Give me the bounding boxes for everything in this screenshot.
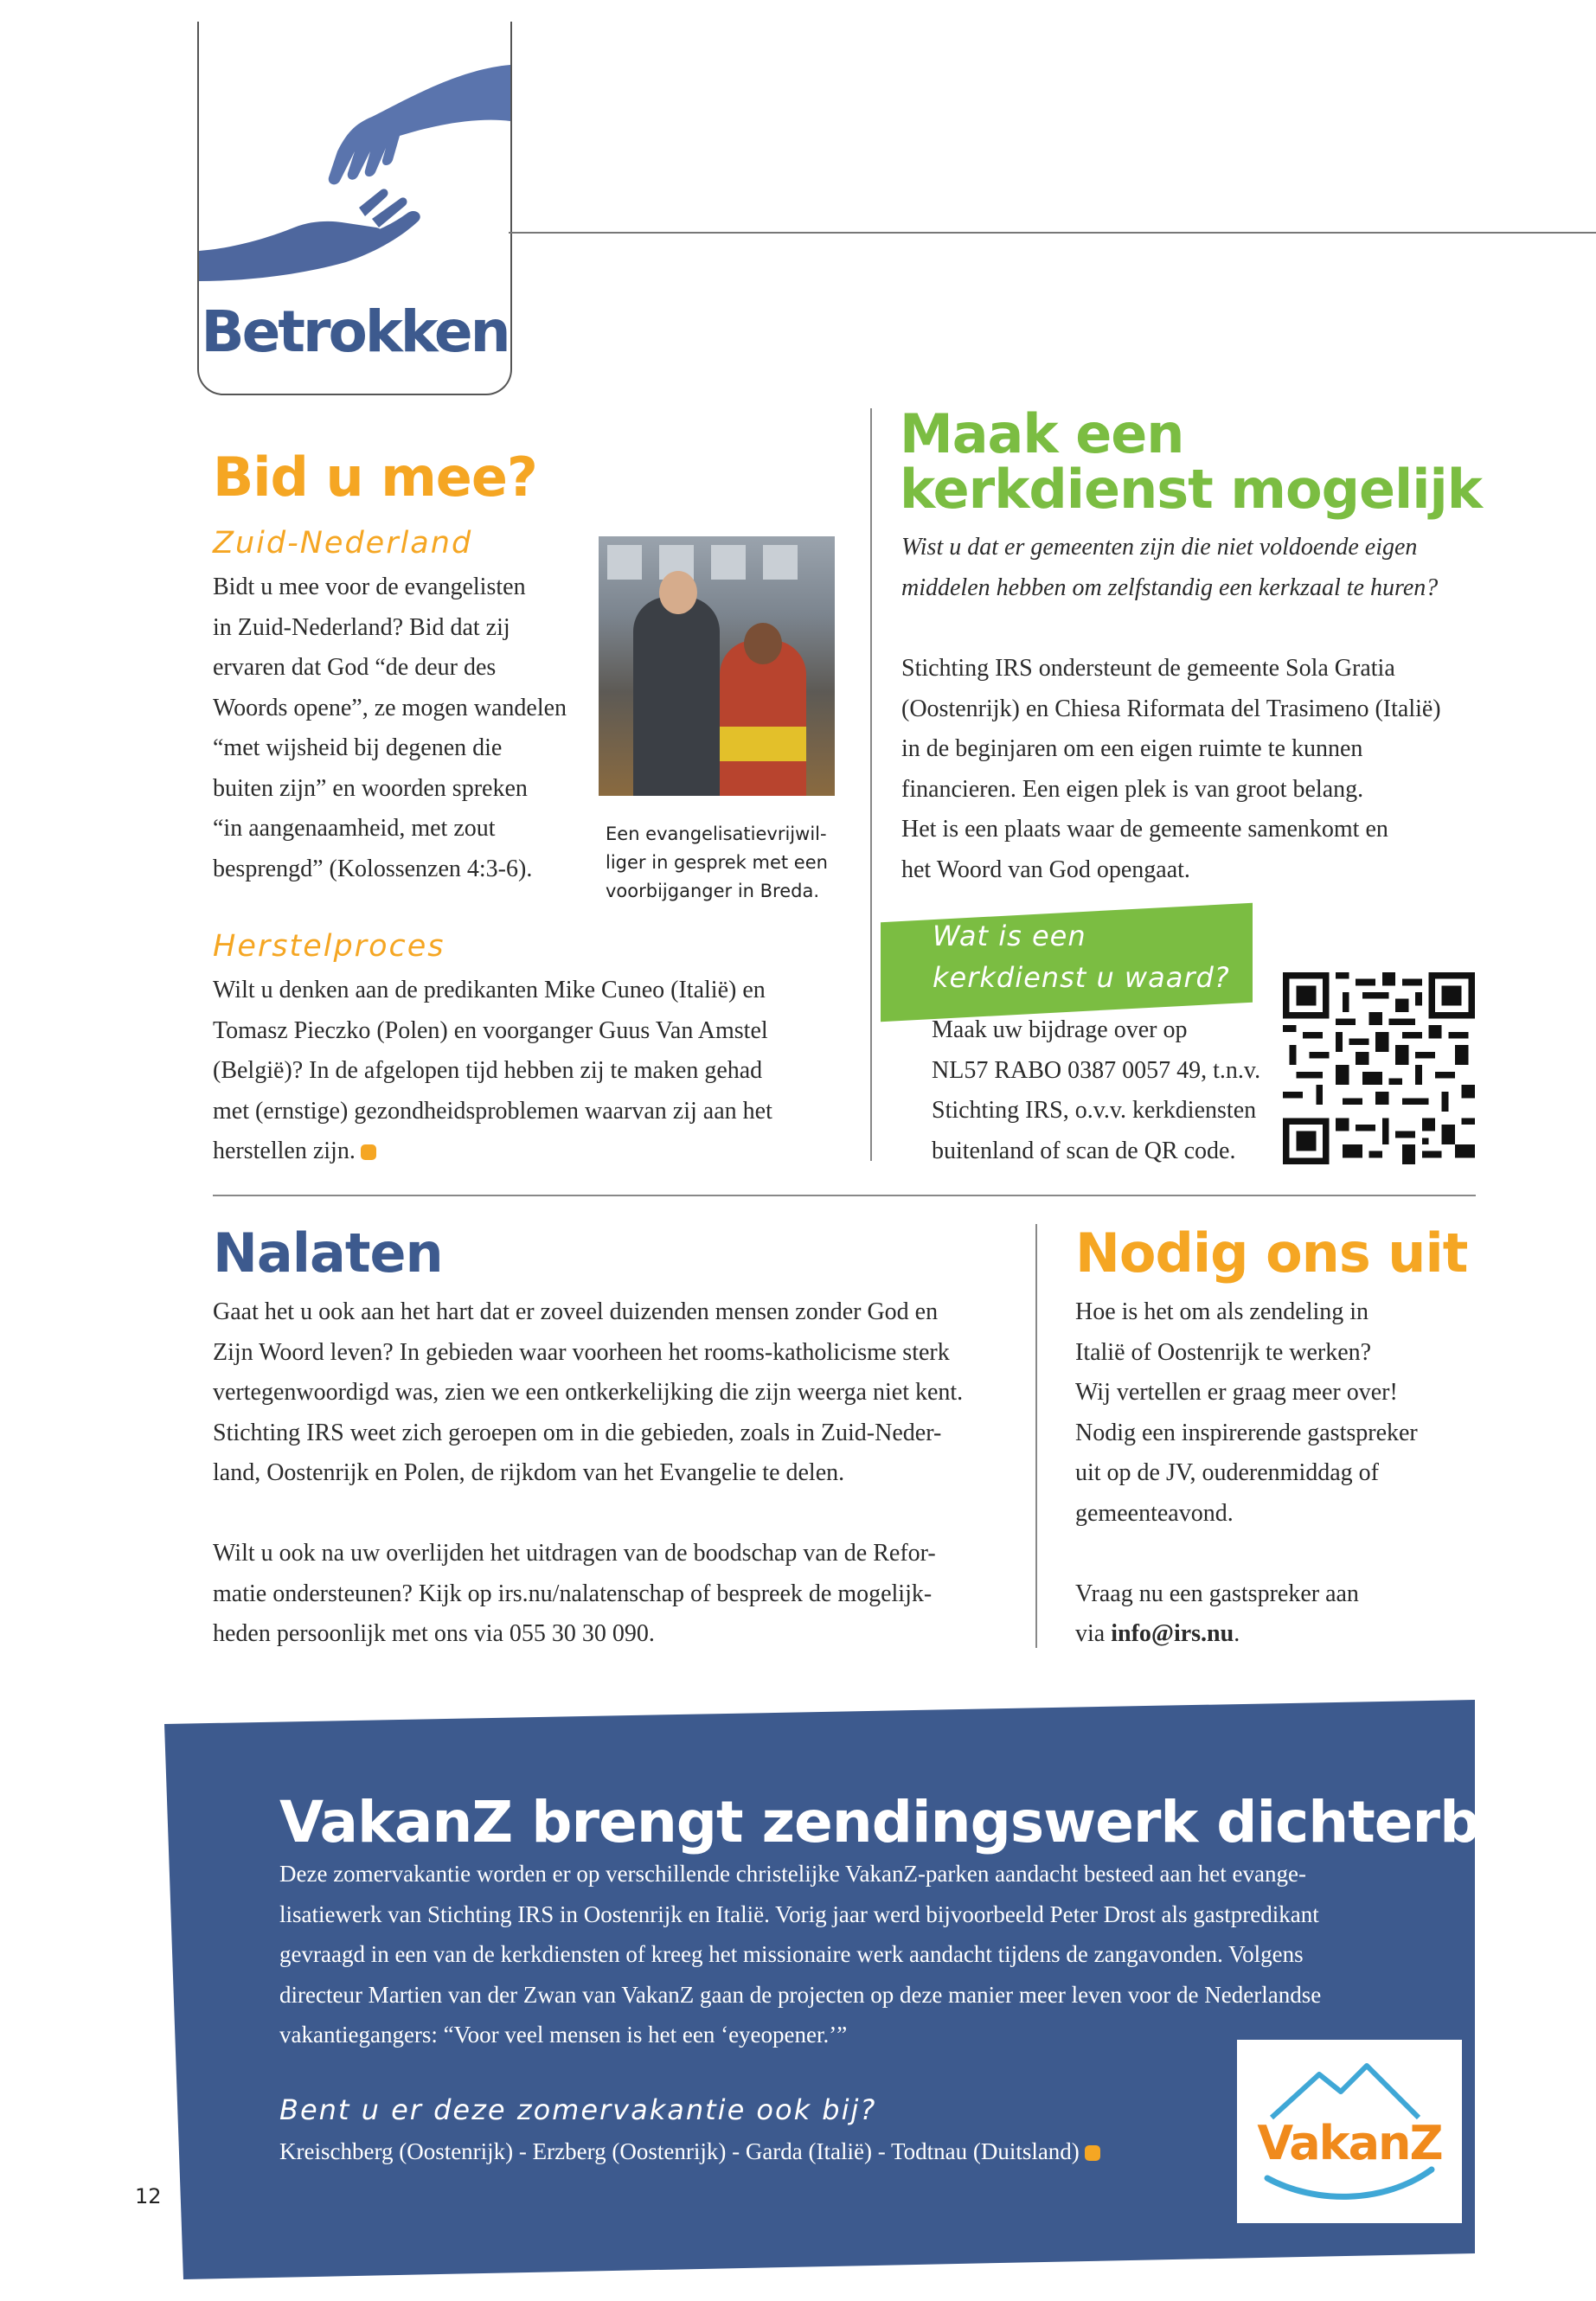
text-line: Bidt u mee voor de evangelisten [213, 574, 526, 600]
nodig-body [1075, 1292, 1490, 1655]
text-line: Tomasz Pieczko (Polen) en voorganger Guus Van Amstel [213, 1016, 768, 1044]
text-line-last: herstellen zijn. [213, 1138, 356, 1164]
text-line: in Zuid-Nederland? Bid dat zij [213, 613, 510, 641]
nalaten-title: Nalaten [213, 1221, 443, 1285]
donate-banner-text [933, 915, 1261, 998]
section-divider [213, 1195, 1476, 1196]
text-line: directeur Martien van der Zwan van VakanZ gaan de projecten op deze manier meer leven voor de Nederlandse [279, 1981, 1322, 2008]
page-number: 12 [135, 2184, 162, 2208]
kerk-title-line: Maak een [900, 402, 1184, 465]
text-line: gemeenteavond. [1075, 1499, 1234, 1527]
email-link[interactable]: info@irs.nu [1111, 1620, 1234, 1647]
text-line: Nodig een inspirerende gastspreker [1075, 1419, 1418, 1446]
section-tab [197, 22, 512, 395]
bid-paragraph-1 [213, 567, 593, 889]
text-line: “met wijsheid bij degenen die [213, 734, 503, 761]
text-line: in de beginjaren om een eigen ruimte te kunnen [901, 735, 1363, 762]
text-line: (België)? In de afgelopen tijd hebben zij te maken gehad [213, 1057, 763, 1084]
locations-text: Kreischberg (Oostenrijk) - Erzberg (Oostenrijk) - Garda (Italië) - Todtnau (Duitsland) [279, 2138, 1080, 2164]
banner-line: kerkdienst u waard? [933, 961, 1230, 994]
text-line: met (ernstige) gezondheidsproblemen waarvan zij aan het [213, 1097, 772, 1125]
vakanz-question: Bent u er deze zomervakantie ook bij? [279, 2093, 877, 2126]
text-line: NL57 RABO 0387 0057 49, t.n.v. [932, 1056, 1261, 1084]
nodig-title: Nodig ons uit [1075, 1221, 1468, 1285]
text-line: Stichting IRS, o.v.v. kerkdiensten [932, 1097, 1257, 1124]
text-line: buiten zijn” en woorden spreken [213, 774, 528, 802]
text-line: Maak uw bijdrage over op [932, 1016, 1188, 1043]
bid-paragraph-2 [213, 971, 853, 1172]
caption-line: Een evangelisatievrijwil- [606, 824, 827, 844]
kerk-body [901, 649, 1524, 890]
hands-icon [199, 22, 510, 298]
text-suffix: . [1234, 1620, 1240, 1647]
text-line: gevraagd in een van de kerkdiensten of kreeg het missionaire werk aandacht tijdens de zangavonden. Volgens [279, 1941, 1304, 1967]
column-divider [1035, 1224, 1037, 1648]
kerk-intro [901, 528, 1524, 608]
vakanz-locations [279, 2138, 1100, 2165]
text-line: lisatiewerk van Stichting IRS in Oostenrijk en Italië. Vorig jaar werd bijvoorbeeld Peter Drost als gastpredikant [279, 1900, 1319, 1927]
text-line: (Oostenrijk) en Chiesa Riformata del Trasimeno (Italië) [901, 695, 1441, 722]
photo-caption [606, 820, 856, 906]
text-line: Wilt u denken aan de predikanten Mike Cuneo (Italië) en [213, 977, 766, 1003]
vakanz-logo-text: VakanZ [1257, 2116, 1442, 2170]
text-line [1075, 1534, 1490, 1574]
caption-line: voorbijganger in Breda. [606, 881, 820, 901]
text-line: Zijn Woord leven? In gebieden waar voorheen het rooms-katholicisme sterk [213, 1338, 950, 1366]
nalaten-body [213, 1292, 1009, 1655]
vakanz-body [279, 1854, 1473, 2055]
text-line: het Woord van God opengaat. [901, 856, 1190, 883]
text-line: Wilt u ook na uw overlijden het uitdragen van de boodschap van de Refor- [213, 1540, 936, 1567]
text-line: land, Oostenrijk en Polen, de rijkdom van het Evangelie te delen. [213, 1459, 845, 1486]
bid-subtitle-herstelproces: Herstelproces [213, 929, 445, 964]
end-bullet-icon [1085, 2145, 1100, 2161]
donate-instructions [932, 1010, 1286, 1171]
text-line: Gaat het u ook aan het hart dat er zoveel duizenden mensen zonder God en [213, 1298, 939, 1325]
vakanz-logo [1237, 2040, 1462, 2223]
text-line: Vraag nu een gastspreker aan [1075, 1580, 1359, 1607]
text-line: heden persoonlijk met ons via 055 30 30 090. [213, 1620, 655, 1647]
text-line: financieren. Een eigen plek is van groot belang. [901, 775, 1364, 803]
text-line: Het is een plaats waar de gemeente samenkomt en [901, 816, 1388, 843]
kerk-title [900, 402, 1482, 521]
text-line: Italië of Oostenrijk te werken? [1075, 1338, 1372, 1366]
text-line: matie ondersteunen? Kijk op irs.nu/nalatenschap of bespreek de mogelijk- [213, 1580, 933, 1607]
text-line: Wij vertellen er graag meer over! [1075, 1379, 1398, 1406]
end-bullet-icon [361, 1144, 376, 1160]
text-line [213, 1131, 853, 1172]
text-line: vakantiegangers: “Voor veel mensen is het een ‘eyeopener.’” [279, 2022, 848, 2048]
header-rule [509, 232, 1596, 234]
bid-subtitle-zuid-nederland: Zuid-Nederland [213, 526, 473, 561]
banner-line: Wat is een [933, 920, 1086, 952]
caption-line: liger in gesprek met een [606, 852, 828, 873]
text-line: vertegenwoordigd was, zien we een ontkerkelijking die zijn weerga niet kent. [213, 1379, 964, 1406]
text-line: Deze zomervakantie worden er op verschillende christelijke VakanZ-parken aandacht besteed aan het evange- [279, 1861, 1306, 1887]
text-line: “in aangenaamheid, met zout [213, 815, 496, 842]
text-line: Stichting IRS ondersteunt de gemeente Sola Gratia [901, 655, 1395, 682]
text-line: uit op de JV, ouderenmiddag of [1075, 1459, 1379, 1486]
text-line: middelen hebben om zelfstandig een kerkzaal te huren? [901, 574, 1439, 601]
text-line: Stichting IRS weet zich geroepen om in die gebieden, zoals in Zuid-Neder- [213, 1419, 942, 1446]
kerk-title-line: kerkdienst mogelijk [900, 458, 1482, 521]
text-line [213, 1494, 1009, 1535]
vakanz-title: VakanZ brengt zendingswerk dichterbij [279, 1789, 1517, 1856]
text-line: besprengd” (Kolossenzen 4:3-6). [213, 855, 533, 882]
text-line: ervaren dat God “de deur des [213, 654, 497, 681]
text-line: buitenland of scan de QR code. [932, 1137, 1236, 1164]
bid-title: Bid u mee? [213, 445, 537, 509]
column-divider [870, 408, 872, 1161]
text-line: Hoe is het om als zendeling in [1075, 1298, 1369, 1325]
qr-code-icon[interactable] [1283, 972, 1475, 1164]
text-line: Woords opene”, ze mogen wandelen [213, 694, 567, 721]
evangelist-photo [599, 536, 835, 796]
text-line: Wist u dat er gemeenten zijn die niet voldoende eigen [901, 534, 1418, 561]
text-prefix: via [1075, 1620, 1112, 1647]
section-title: Betrokken [201, 298, 509, 365]
text-line [1075, 1614, 1490, 1655]
